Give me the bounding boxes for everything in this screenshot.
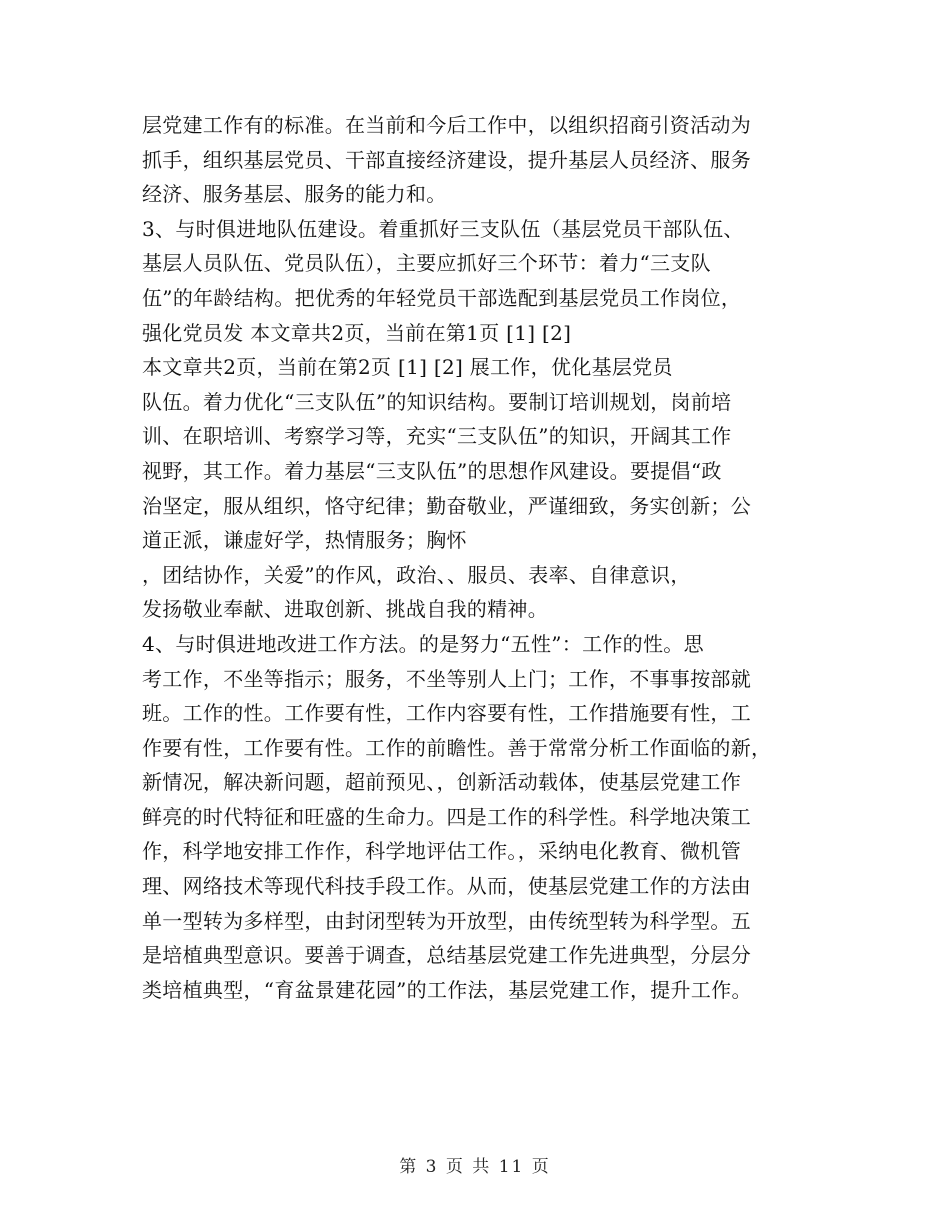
text-line: 经济、服务基层、服务的能力和。: [142, 182, 447, 207]
text-line: 3、与时俱进地队伍建设。着重抓好三支队伍（基层党员干部队伍、: [142, 216, 744, 241]
text-line: 抓手，组织基层党员、干部直接经济建设，提升基层人员经济、服务: [142, 147, 751, 172]
text-line: 班。工作的性。工作要有性，工作内容要有性，工作措施要有性，工: [142, 701, 751, 726]
text-line: 层党建工作有的标准。在当前和今后工作中，以组织招商引资活动为: [142, 113, 751, 137]
text-line: 类培植典型，“育盆景建花园”的工作法，基层党建工作，提升工作。: [142, 977, 752, 1002]
page-footer: [0, 1152, 950, 1177]
text-line: 理、网络技术等现代科技手段工作。从而，使基层党建工作的方法由: [142, 874, 751, 899]
text-line: 治坚定，服从组织，恪守纪律；勤奋敬业，严谨细致，务实创新；公: [142, 493, 751, 518]
page-number-label: 第 3 页 共 11 页: [399, 1157, 551, 1177]
text-line: 训、在职培训、考察学习等，充实“三支队伍”的知识，开阔其工作: [142, 424, 732, 449]
text-line: 新情况，解决新问题，超前预见、，创新活动载体，使基层党建工作: [142, 770, 741, 795]
text-line: 强化党员发 本文章共2页，当前在第1页 [1] [2]: [142, 320, 572, 345]
text-line: 作，科学地安排工作作，科学地评估工作。，采纳电化教育、微机管: [142, 839, 741, 864]
text-line: 鲜亮的时代特征和旺盛的生命力。四是工作的科学性。科学地决策工: [142, 804, 751, 829]
text-line: 作要有性，工作要有性。工作的前瞻性。善于常常分析工作面临的新，: [142, 735, 772, 760]
text-line: 是培植典型意识。要善于调查，总结基层党建工作先进典型，分层分: [142, 943, 751, 968]
text-line: 道正派，谦虚好学，热情服务；胸怀: [142, 528, 467, 553]
text-line: ，团结协作，关爱”的作风，政治、、服员、表率、自律意识，: [142, 562, 691, 587]
text-line: 单一型转为多样型，由封闭型转为开放型，由传统型转为科学型。五: [142, 908, 751, 933]
text-line: 视野，其工作。着力基层“三支队伍”的思想作风建设。要提倡“政: [142, 458, 722, 483]
text-line: 本文章共2页，当前在第2页 [1] [2] 展工作，优化基层党员: [142, 355, 673, 380]
text-line: 4、与时俱进地改进工作方法。的是努力“五性”：工作的性。思: [142, 631, 704, 656]
text-line: 考工作，不坐等指示；服务，不坐等别人上门；工作，不事事按部就: [142, 666, 751, 691]
text-line: 队伍。着力优化“三支队伍”的知识结构。要制订培训规划，岗前培: [142, 389, 732, 414]
document-body: [142, 108, 842, 1007]
text-line: 伍”的年龄结构。把优秀的年轻党员干部选配到基层党员工作岗位，: [142, 285, 742, 310]
text-line: 基层人员队伍、党员队伍），主要应抓好三个环节：着力“三支队: [142, 251, 711, 276]
text-line: 发扬敬业奉献、进取创新、挑战自我的精神。: [142, 597, 548, 622]
